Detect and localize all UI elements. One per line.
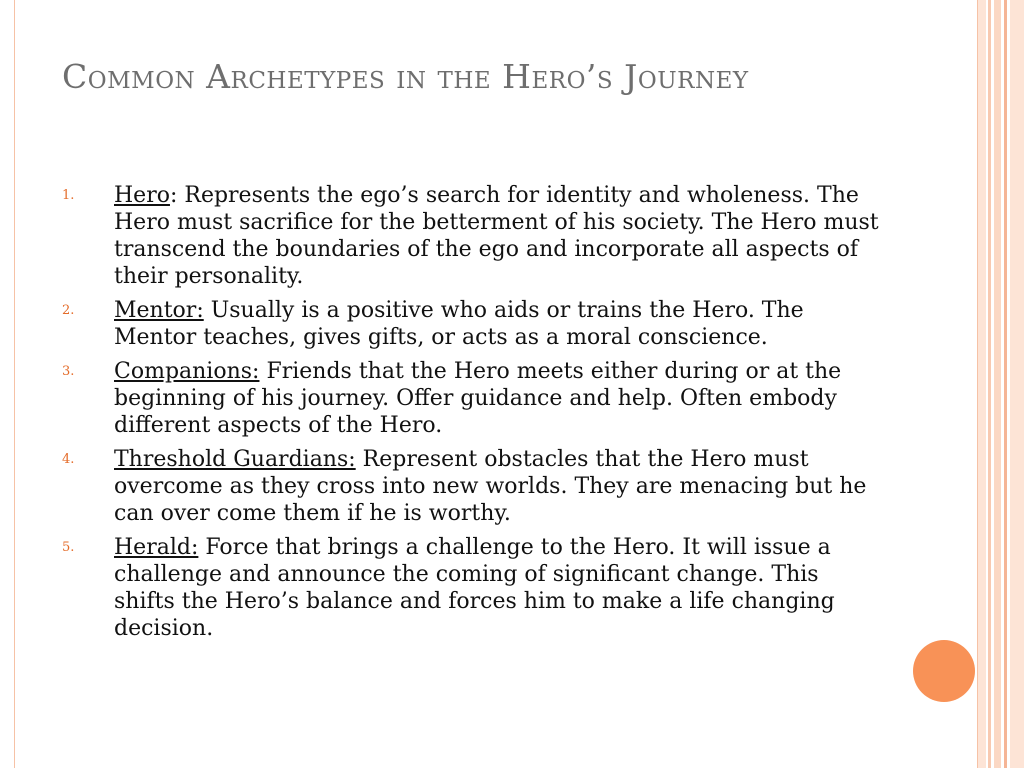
item-text: Usually is a positive who aids or trains the Hero. The Mentor teaches, gives gifts, or acts as a moral conscience.: [114, 298, 804, 350]
item-number: 3.: [62, 364, 75, 379]
item-term: Herald:: [114, 535, 199, 560]
decorative-stripe: [988, 0, 991, 768]
item-text: : Represents the ego’s search for identity and wholeness. The Hero must sacrifice for the betterment of his society. The Hero must transcend the boundaries of the ego and incorporate all aspects of their personality.: [114, 183, 879, 289]
item-number: 2.: [62, 303, 75, 318]
decorative-stripe: [1010, 0, 1024, 768]
item-term: Mentor:: [114, 298, 204, 323]
item-number: 5.: [62, 540, 75, 555]
slide-title: Common Archetypes in the Hero’s Journey: [62, 57, 749, 96]
item-number: 1.: [62, 188, 75, 203]
decorative-stripe: [994, 0, 1001, 768]
decorative-stripe: [1004, 0, 1007, 768]
item-text: Force that brings a challenge to the Hero. It will issue a challenge and announce the coming of significant change. This shifts the Hero’s balance and forces him to make a life changing decision.: [114, 535, 835, 641]
item-term: Companions:: [114, 359, 260, 384]
item-text: Friends that the Hero meets either during or at the beginning of his journey. Offer guidance and help. Often embody different aspects of the Hero.: [114, 359, 842, 438]
item-text: Represent obstacles that the Hero must overcome as they cross into new worlds. They are menacing but he can over come them if he is worthy.: [114, 447, 867, 526]
list-item: [62, 297, 882, 351]
item-number: 4.: [62, 452, 75, 467]
list-item: [62, 534, 882, 642]
archetype-list: [62, 182, 882, 649]
list-item: [62, 182, 882, 290]
decorative-stripe: [978, 0, 986, 768]
item-term: Threshold Guardians:: [114, 447, 356, 472]
accent-circle: [913, 640, 975, 702]
list-item: [62, 358, 882, 439]
list-item: [62, 446, 882, 527]
item-term: Hero: [114, 183, 170, 208]
